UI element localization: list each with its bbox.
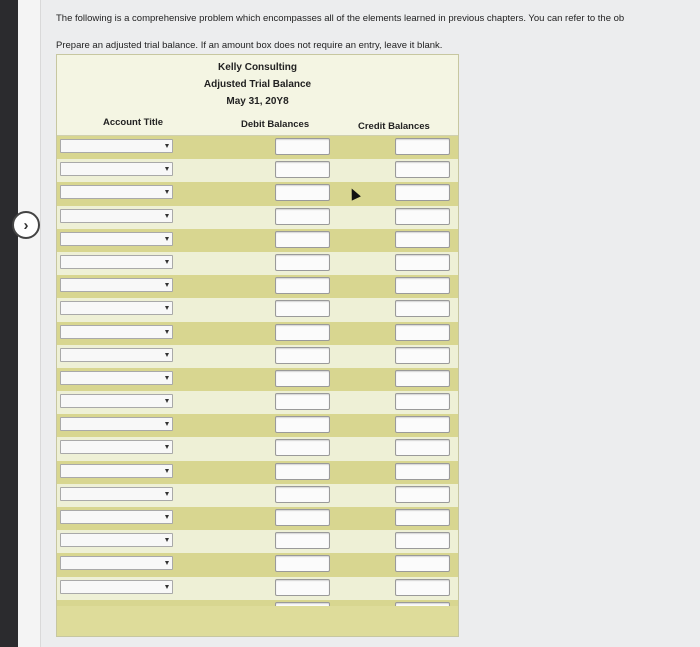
table-row bbox=[57, 182, 458, 205]
account-title-select[interactable] bbox=[60, 487, 173, 501]
account-title-select[interactable] bbox=[60, 348, 173, 362]
credit-amount-input[interactable] bbox=[395, 370, 450, 387]
debit-amount-input[interactable] bbox=[275, 300, 330, 317]
debit-amount-input[interactable] bbox=[275, 231, 330, 248]
company-name: Kelly Consulting bbox=[218, 62, 297, 73]
account-title-select[interactable] bbox=[60, 255, 173, 269]
table-row bbox=[57, 136, 458, 159]
chevron-down-icon bbox=[165, 376, 169, 380]
column-header-account-title: Account Title bbox=[103, 117, 163, 128]
account-title-select[interactable] bbox=[60, 464, 173, 478]
account-title-select[interactable] bbox=[60, 556, 173, 570]
chevron-down-icon bbox=[165, 585, 169, 589]
chevron-down-icon bbox=[165, 422, 169, 426]
table-row bbox=[57, 322, 458, 345]
debit-amount-input[interactable] bbox=[275, 324, 330, 341]
account-title-select[interactable] bbox=[60, 325, 173, 339]
account-title-select[interactable] bbox=[60, 580, 173, 594]
chevron-down-icon bbox=[165, 330, 169, 334]
chevron-down-icon bbox=[165, 144, 169, 148]
credit-amount-input[interactable] bbox=[395, 463, 450, 480]
chevron-down-icon bbox=[165, 306, 169, 310]
table-header bbox=[57, 55, 458, 136]
adjusted-trial-balance-table bbox=[56, 54, 459, 637]
account-title-select[interactable] bbox=[60, 162, 173, 176]
table-row bbox=[57, 298, 458, 321]
credit-amount-input[interactable] bbox=[395, 486, 450, 503]
table-rows bbox=[57, 136, 458, 623]
chevron-down-icon bbox=[165, 469, 169, 473]
debit-amount-input[interactable] bbox=[275, 486, 330, 503]
account-title-select[interactable] bbox=[60, 440, 173, 454]
account-title-select[interactable] bbox=[60, 232, 173, 246]
credit-amount-input[interactable] bbox=[395, 393, 450, 410]
table-row bbox=[57, 275, 458, 298]
account-title-select[interactable] bbox=[60, 278, 173, 292]
table-row bbox=[57, 368, 458, 391]
debit-amount-input[interactable] bbox=[275, 277, 330, 294]
column-header-debit: Debit Balances bbox=[241, 119, 310, 130]
table-row bbox=[57, 577, 458, 600]
debit-amount-input[interactable] bbox=[275, 579, 330, 596]
account-title-select[interactable] bbox=[60, 301, 173, 315]
chevron-down-icon bbox=[165, 561, 169, 565]
credit-amount-input[interactable] bbox=[395, 254, 450, 271]
prepare-instruction: Prepare an adjusted trial balance. If an amount box does not require an entry, leave it blank. bbox=[56, 40, 443, 51]
debit-amount-input[interactable] bbox=[275, 161, 330, 178]
account-title-select[interactable] bbox=[60, 185, 173, 199]
debit-amount-input[interactable] bbox=[275, 532, 330, 549]
table-row bbox=[57, 345, 458, 368]
table-row bbox=[57, 484, 458, 507]
credit-amount-input[interactable] bbox=[395, 277, 450, 294]
debit-amount-input[interactable] bbox=[275, 555, 330, 572]
debit-amount-input[interactable] bbox=[275, 393, 330, 410]
debit-amount-input[interactable] bbox=[275, 439, 330, 456]
account-title-select[interactable] bbox=[60, 533, 173, 547]
chevron-down-icon bbox=[165, 515, 169, 519]
column-header-credit: Credit Balances bbox=[358, 121, 430, 132]
table-row bbox=[57, 437, 458, 460]
table-row bbox=[57, 229, 458, 252]
account-title-select[interactable] bbox=[60, 417, 173, 431]
table-row bbox=[57, 530, 458, 553]
table-row bbox=[57, 391, 458, 414]
account-title-select[interactable] bbox=[60, 209, 173, 223]
instruction-text: The following is a comprehensive problem which encompasses all of the elements learned in previous chapters. You can refer to the ob bbox=[56, 13, 625, 24]
table-row bbox=[57, 461, 458, 484]
debit-amount-input[interactable] bbox=[275, 370, 330, 387]
left-dark-bar bbox=[0, 0, 18, 647]
credit-amount-input[interactable] bbox=[395, 161, 450, 178]
chevron-down-icon bbox=[165, 492, 169, 496]
chevron-down-icon bbox=[165, 538, 169, 542]
table-footer-band bbox=[57, 606, 458, 636]
credit-amount-input[interactable] bbox=[395, 231, 450, 248]
credit-amount-input[interactable] bbox=[395, 324, 450, 341]
chevron-down-icon bbox=[165, 445, 169, 449]
table-row bbox=[57, 507, 458, 530]
credit-amount-input[interactable] bbox=[395, 347, 450, 364]
chevron-down-icon bbox=[165, 190, 169, 194]
credit-amount-input[interactable] bbox=[395, 208, 450, 225]
chevron-down-icon bbox=[165, 167, 169, 171]
credit-amount-input[interactable] bbox=[395, 509, 450, 526]
chevron-down-icon bbox=[165, 283, 169, 287]
debit-amount-input[interactable] bbox=[275, 416, 330, 433]
credit-amount-input[interactable] bbox=[395, 138, 450, 155]
debit-amount-input[interactable] bbox=[275, 184, 330, 201]
account-title-select[interactable] bbox=[60, 394, 173, 408]
account-title-select[interactable] bbox=[60, 139, 173, 153]
account-title-select[interactable] bbox=[60, 510, 173, 524]
chevron-down-icon bbox=[165, 353, 169, 357]
chevron-right-icon[interactable]: › bbox=[12, 211, 40, 239]
credit-amount-input[interactable] bbox=[395, 184, 450, 201]
chevron-down-icon bbox=[165, 399, 169, 403]
credit-amount-input[interactable] bbox=[395, 579, 450, 596]
credit-amount-input[interactable] bbox=[395, 555, 450, 572]
debit-amount-input[interactable] bbox=[275, 138, 330, 155]
debit-amount-input[interactable] bbox=[275, 347, 330, 364]
table-row bbox=[57, 553, 458, 576]
credit-amount-input[interactable] bbox=[395, 532, 450, 549]
credit-amount-input[interactable] bbox=[395, 300, 450, 317]
debit-amount-input[interactable] bbox=[275, 254, 330, 271]
debit-amount-input[interactable] bbox=[275, 463, 330, 480]
chevron-down-icon bbox=[165, 214, 169, 218]
statement-date: May 31, 20Y8 bbox=[226, 96, 289, 107]
credit-amount-input[interactable] bbox=[395, 439, 450, 456]
statement-title: Adjusted Trial Balance bbox=[203, 79, 312, 90]
chevron-down-icon bbox=[165, 237, 169, 241]
table-row bbox=[57, 206, 458, 229]
table-row bbox=[57, 159, 458, 182]
table-row bbox=[57, 414, 458, 437]
credit-amount-input[interactable] bbox=[395, 416, 450, 433]
debit-amount-input[interactable] bbox=[275, 208, 330, 225]
chevron-down-icon bbox=[165, 260, 169, 264]
left-strip bbox=[18, 0, 41, 647]
account-title-select[interactable] bbox=[60, 371, 173, 385]
debit-amount-input[interactable] bbox=[275, 509, 330, 526]
table-row bbox=[57, 252, 458, 275]
